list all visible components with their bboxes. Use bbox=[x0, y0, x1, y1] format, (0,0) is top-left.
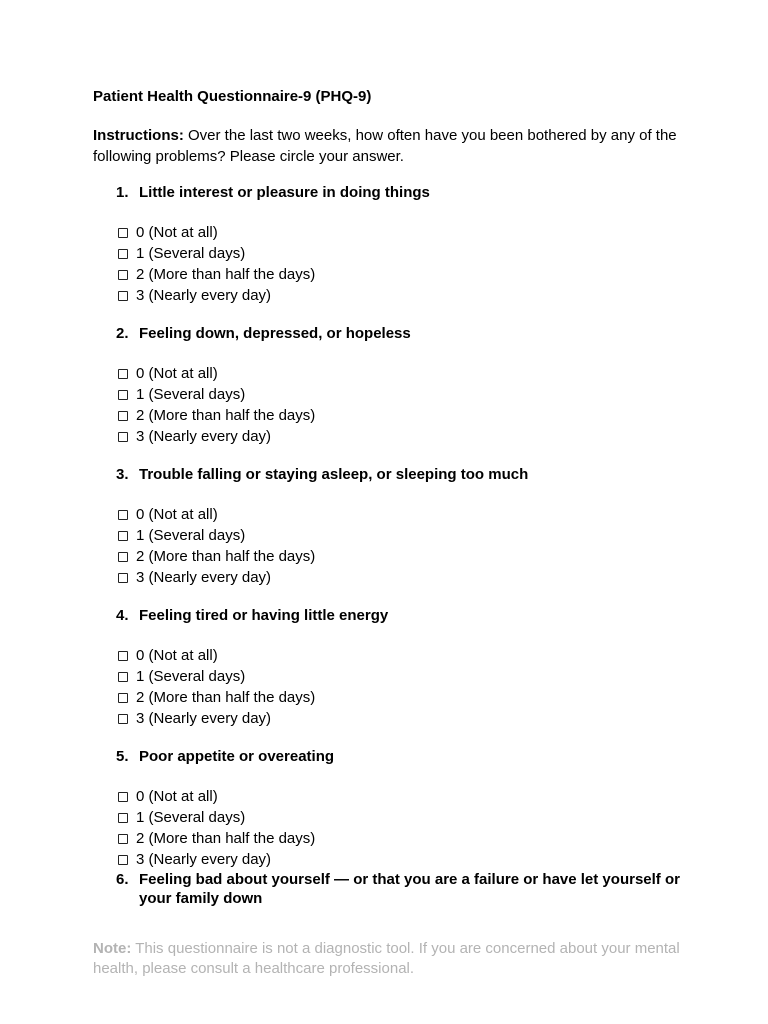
checkbox-icon[interactable] bbox=[118, 228, 128, 238]
answer-option-label: 2 (More than half the days) bbox=[136, 266, 316, 283]
answer-option[interactable] bbox=[118, 504, 683, 525]
answer-option-label: 2 (More than half the days) bbox=[136, 548, 316, 565]
answer-options bbox=[118, 504, 683, 588]
question-number: 1. bbox=[116, 184, 129, 201]
question-text: Poor appetite or overeating bbox=[139, 748, 335, 765]
checkbox-icon[interactable] bbox=[118, 270, 128, 280]
answer-option[interactable] bbox=[118, 546, 683, 567]
question-list bbox=[93, 183, 683, 908]
answer-option[interactable] bbox=[118, 363, 683, 384]
document-page bbox=[93, 87, 683, 979]
checkbox-icon[interactable] bbox=[118, 432, 128, 442]
answer-option-label: 0 (Not at all) bbox=[136, 788, 218, 805]
checkbox-icon[interactable] bbox=[118, 714, 128, 724]
disclaimer-note bbox=[93, 939, 683, 979]
checkbox-icon[interactable] bbox=[118, 411, 128, 421]
answer-option-label: 1 (Several days) bbox=[136, 386, 246, 403]
question-text: Little interest or pleasure in doing things bbox=[139, 184, 430, 201]
answer-options bbox=[118, 786, 683, 870]
answer-option-label: 1 (Several days) bbox=[136, 527, 246, 544]
answer-option[interactable] bbox=[118, 687, 683, 708]
question-number: 6. bbox=[116, 871, 129, 888]
question-item bbox=[93, 324, 683, 447]
answer-options bbox=[118, 645, 683, 729]
answer-option-label: 2 (More than half the days) bbox=[136, 407, 316, 424]
answer-option-label: 2 (More than half the days) bbox=[136, 689, 316, 706]
note-label: Note: bbox=[93, 940, 132, 957]
checkbox-icon[interactable] bbox=[118, 291, 128, 301]
answer-option-label: 0 (Not at all) bbox=[136, 647, 218, 664]
answer-option[interactable] bbox=[118, 405, 683, 426]
checkbox-icon[interactable] bbox=[118, 531, 128, 541]
answer-option-label: 0 (Not at all) bbox=[136, 224, 218, 241]
question-item bbox=[93, 870, 683, 908]
checkbox-icon[interactable] bbox=[118, 693, 128, 703]
answer-option-label: 2 (More than half the days) bbox=[136, 830, 316, 847]
answer-option-label: 0 (Not at all) bbox=[136, 365, 218, 382]
answer-option-label: 3 (Nearly every day) bbox=[136, 287, 272, 304]
answer-option-label: 3 (Nearly every day) bbox=[136, 569, 272, 586]
answer-option[interactable] bbox=[118, 645, 683, 666]
question-item bbox=[93, 465, 683, 588]
question-item bbox=[93, 747, 683, 870]
question-number: 4. bbox=[116, 607, 129, 624]
checkbox-icon[interactable] bbox=[118, 573, 128, 583]
answer-option[interactable] bbox=[118, 807, 683, 828]
answer-option-label: 3 (Nearly every day) bbox=[136, 851, 272, 868]
answer-option-label: 1 (Several days) bbox=[136, 668, 246, 685]
question-number: 3. bbox=[116, 466, 129, 483]
checkbox-icon[interactable] bbox=[118, 369, 128, 379]
answer-option-label: 0 (Not at all) bbox=[136, 506, 218, 523]
answer-options bbox=[118, 222, 683, 306]
answer-option-label: 3 (Nearly every day) bbox=[136, 710, 272, 727]
question-item bbox=[93, 606, 683, 729]
answer-option[interactable] bbox=[118, 384, 683, 405]
checkbox-icon[interactable] bbox=[118, 855, 128, 865]
checkbox-icon[interactable] bbox=[118, 651, 128, 661]
answer-option[interactable] bbox=[118, 285, 683, 306]
question-text: Feeling tired or having little energy bbox=[139, 607, 389, 624]
answer-option[interactable] bbox=[118, 222, 683, 243]
instructions-label: Instructions: bbox=[93, 127, 184, 144]
answer-option[interactable] bbox=[118, 708, 683, 729]
answer-option[interactable] bbox=[118, 828, 683, 849]
instructions bbox=[93, 125, 683, 167]
question-text: Feeling bad about yourself — or that you are a failure or have let yourself or your family down bbox=[139, 871, 680, 907]
checkbox-icon[interactable] bbox=[118, 834, 128, 844]
note-text: This questionnaire is not a diagnostic tool. If you are concerned about your mental health, please consult a healthcare professional. bbox=[93, 940, 680, 977]
instructions-text: Over the last two weeks, how often have you been bothered by any of the following problems? Please circle your answer. bbox=[93, 127, 677, 165]
question-text: Trouble falling or staying asleep, or sleeping too much bbox=[139, 466, 529, 483]
question-text: Feeling down, depressed, or hopeless bbox=[139, 325, 411, 342]
answer-options bbox=[118, 363, 683, 447]
question-number: 2. bbox=[116, 325, 129, 342]
checkbox-icon[interactable] bbox=[118, 792, 128, 802]
answer-option[interactable] bbox=[118, 666, 683, 687]
checkbox-icon[interactable] bbox=[118, 813, 128, 823]
answer-option-label: 1 (Several days) bbox=[136, 245, 246, 262]
checkbox-icon[interactable] bbox=[118, 552, 128, 562]
document-title: Patient Health Questionnaire-9 (PHQ-9) bbox=[93, 88, 372, 105]
question-number: 5. bbox=[116, 748, 129, 765]
answer-option[interactable] bbox=[118, 786, 683, 807]
answer-option[interactable] bbox=[118, 264, 683, 285]
answer-option-label: 1 (Several days) bbox=[136, 809, 246, 826]
checkbox-icon[interactable] bbox=[118, 390, 128, 400]
answer-option[interactable] bbox=[118, 525, 683, 546]
question-item bbox=[93, 183, 683, 306]
answer-option[interactable] bbox=[118, 243, 683, 264]
answer-option[interactable] bbox=[118, 849, 683, 870]
checkbox-icon[interactable] bbox=[118, 249, 128, 259]
checkbox-icon[interactable] bbox=[118, 510, 128, 520]
answer-option[interactable] bbox=[118, 426, 683, 447]
answer-option[interactable] bbox=[118, 567, 683, 588]
checkbox-icon[interactable] bbox=[118, 672, 128, 682]
answer-option-label: 3 (Nearly every day) bbox=[136, 428, 272, 445]
